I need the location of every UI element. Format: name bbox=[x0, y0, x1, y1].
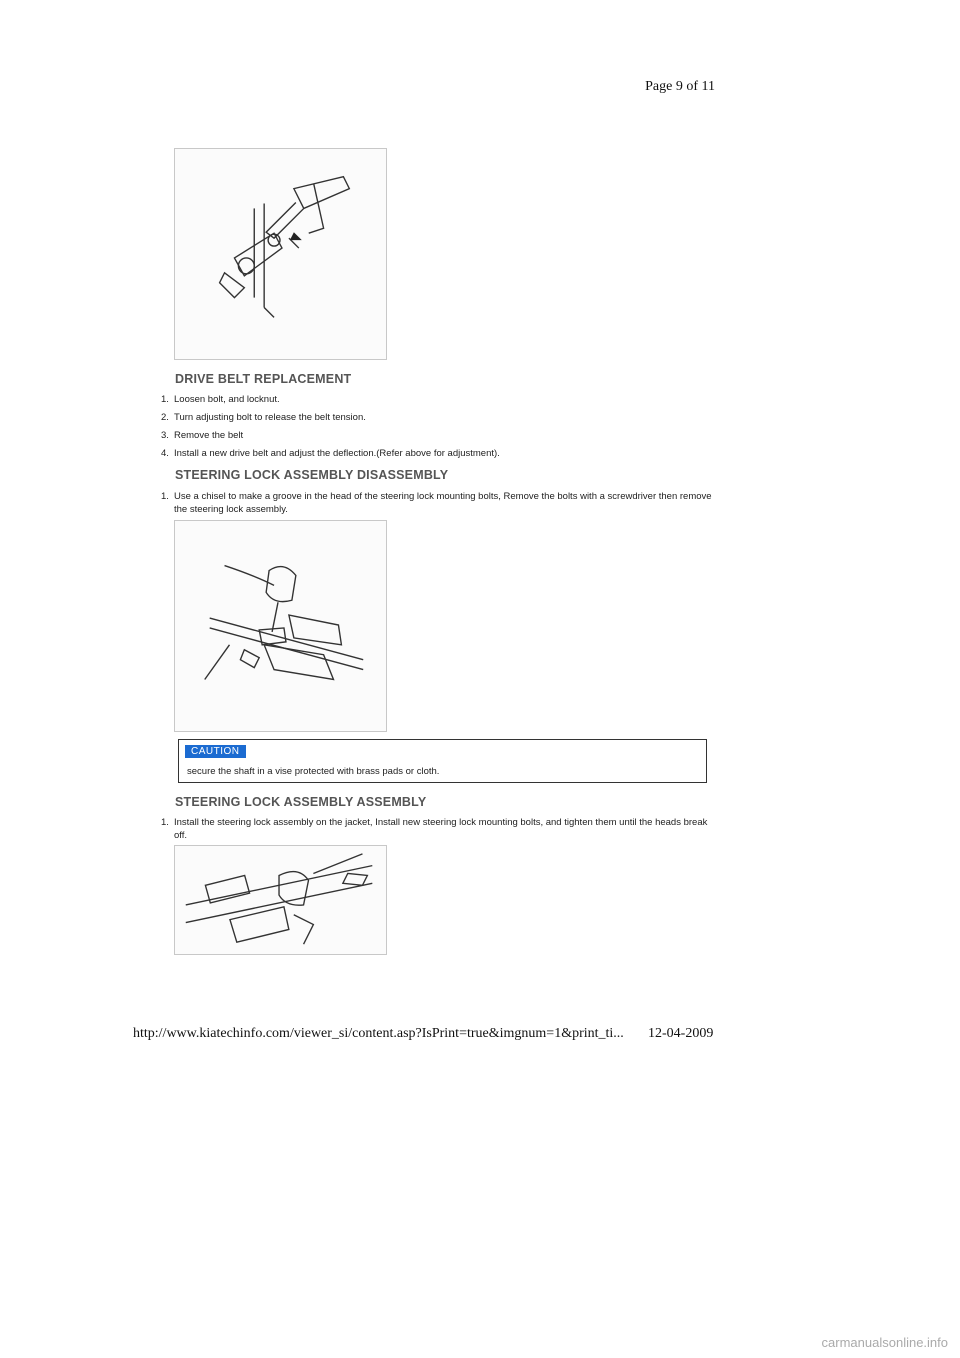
chisel-lock-drawing bbox=[175, 521, 386, 731]
lock-install-illustration bbox=[174, 845, 387, 955]
section-title-lock-assembly: STEERING LOCK ASSEMBLY ASSEMBLY bbox=[175, 795, 427, 809]
steering-joint-illustration bbox=[174, 148, 387, 360]
lock-install-drawing bbox=[175, 846, 386, 954]
caution-text: secure the shaft in a vise protected with brass pads or cloth. bbox=[187, 766, 440, 777]
chisel-lock-illustration bbox=[174, 520, 387, 732]
section-title-drive-belt: DRIVE BELT REPLACEMENT bbox=[175, 372, 352, 386]
watermark: carmanualsonline.info bbox=[821, 1335, 948, 1350]
page-number: Page 9 of 11 bbox=[645, 79, 715, 94]
list-item: 1. Use a chisel to make a groove in the head of the steering lock mounting bolts, Remove the bolts with a screwdriver then remove the steering lock assembly. bbox=[161, 491, 712, 515]
list-item: 1. Install the steering lock assembly on the jacket, Install new steering lock mounting bolts, and tighten them until the heads break off. bbox=[161, 817, 708, 841]
list-item: 4. Install a new drive belt and adjust the deflection.(Refer above for adjustment). bbox=[161, 448, 500, 459]
print-date: 12-04-2009 bbox=[648, 1026, 714, 1041]
steering-joint-drawing bbox=[175, 149, 386, 359]
list-item: 1. Loosen bolt, and locknut. bbox=[161, 394, 280, 405]
section-title-lock-disassembly: STEERING LOCK ASSEMBLY DISASSEMBLY bbox=[175, 468, 449, 482]
caution-box bbox=[178, 739, 707, 783]
list-item: 3. Remove the belt bbox=[161, 430, 244, 441]
list-item: 2. Turn adjusting bolt to release the belt tension. bbox=[161, 412, 366, 423]
source-url: http://www.kiatechinfo.com/viewer_si/content.asp?IsPrint=true&imgnum=1&print_ti... bbox=[133, 1026, 624, 1041]
caution-badge: CAUTION bbox=[185, 745, 246, 758]
